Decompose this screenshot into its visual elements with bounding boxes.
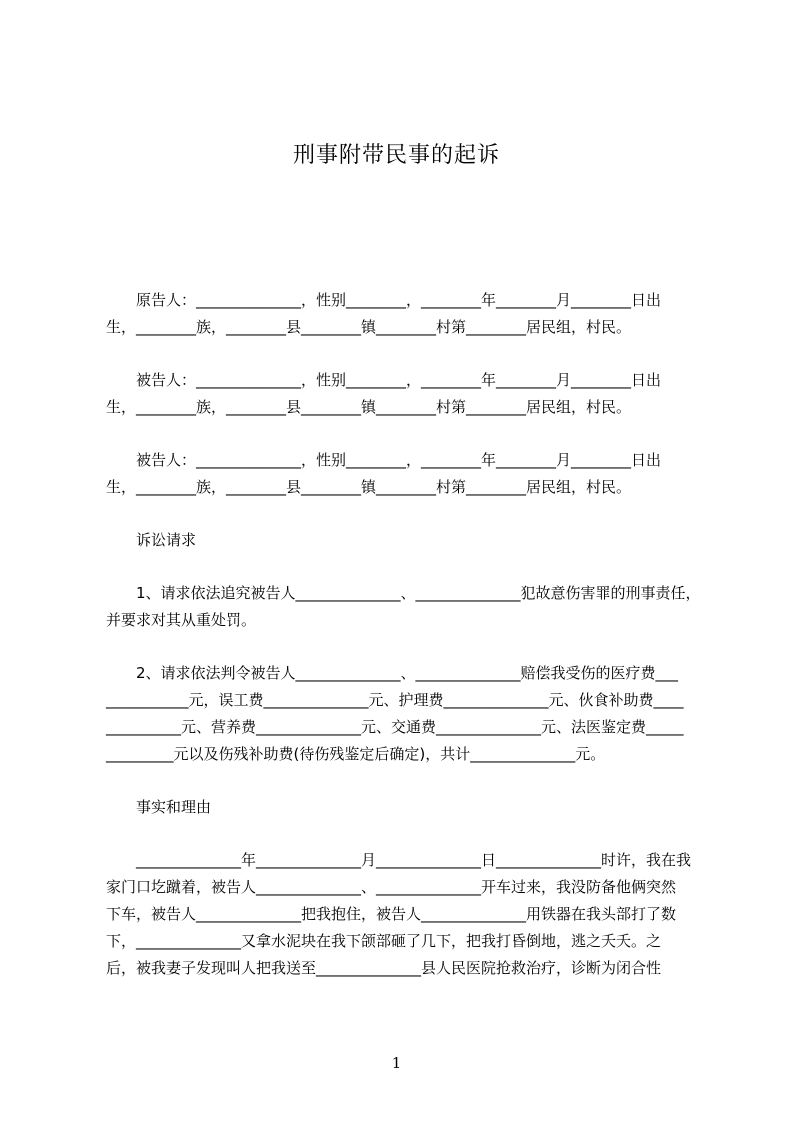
paragraph-line: 下车，被告人______________把我抱住，被告人______________用铁器在我头部打了数 <box>106 905 677 923</box>
claims-heading: 诉讼请求 <box>136 531 197 549</box>
facts-paragraph <box>106 847 701 982</box>
paragraph-line: 后，被我妻子发现叫人把我送至______________县人民医院抢救治疗，诊断为闭合性 <box>106 959 662 977</box>
document-title: 刑事附带民事的起诉 <box>292 143 500 168</box>
facts-heading: 事实和理由 <box>136 798 212 816</box>
paragraph-line: 原告人：______________，性别________，________年________月________日出 <box>106 291 662 309</box>
paragraph-line: 2、请求依法判令被告人______________、______________赔偿我受伤的医疗费___ <box>106 664 679 682</box>
defendant-paragraph <box>106 367 701 421</box>
plaintiff-paragraph <box>106 287 701 341</box>
paragraph-line: ______________年______________月______________日______________时许，我在我 <box>106 851 692 869</box>
paragraph-line: 生，________族，________县________镇________村第________居民组，村民。 <box>106 318 632 336</box>
paragraph-line: __________元、营养费______________元、交通费______________元、法医鉴定费_____ <box>106 718 684 736</box>
claim-paragraph <box>106 660 701 768</box>
paragraph-line: 被告人：______________，性别________，________年________月________日出 <box>106 371 662 389</box>
paragraph-line: 1、请求依法追究被告人______________、______________犯故意伤害罪的刑事责任， <box>106 584 701 602</box>
defendant-paragraph <box>106 447 701 501</box>
paragraph-line: 生，________族，________县________镇________村第________居民组，村民。 <box>106 398 632 416</box>
paragraph-line: 家门口圪蹴着，被告人______________、______________开车过来，我没防备他俩突然 <box>106 878 677 896</box>
paragraph-line: ___________元，误工费______________元、护理费______________元、伙食补助费____ <box>106 691 684 709</box>
paragraph-line: 生，________族，________县________镇________村第________居民组，村民。 <box>106 478 632 496</box>
page-number: 1 <box>391 1054 402 1072</box>
paragraph-line: 下，______________又拿水泥块在我下颌部砸了几下，把我打昏倒地，逃之夭夭。之 <box>106 932 662 950</box>
paragraph-line: 被告人：______________，性别________，________年________月________日出 <box>106 451 662 469</box>
paragraph-line: _________元以及伤残补助费(待伤残鉴定后确定)，共计______________元。 <box>106 745 606 763</box>
claim-paragraph <box>106 580 701 634</box>
paragraph-line: 并要求对其从重处罚。 <box>106 611 257 629</box>
